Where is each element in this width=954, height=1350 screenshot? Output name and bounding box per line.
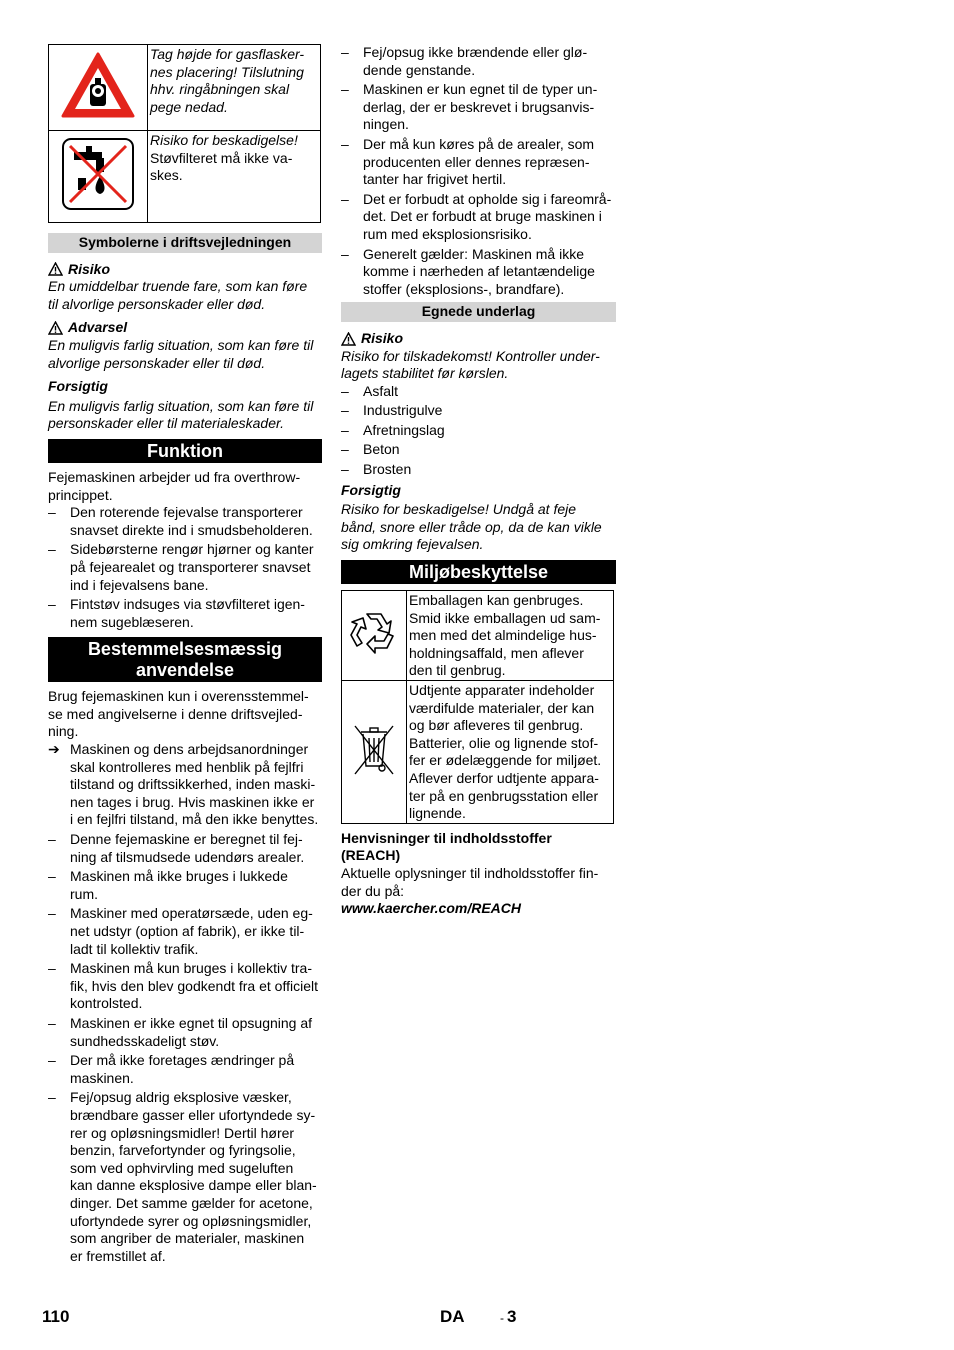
language-code: DA [440,1307,465,1326]
list-item: – Generelt gælder: Maskinen må ikke komme i nærheden af letantændelige stoffer (eksplosions-, brandfare). [341,246,616,299]
sub-page-number [500,1308,516,1328]
warning-triangle-icon [48,262,63,276]
symbol-text-line: Støvfilteret må ikke va- [150,149,293,166]
symbol-text [148,45,321,131]
reach-title: Henvisninger til indholdsstoffer (REACH) [341,829,552,864]
risiko-label [341,330,616,348]
bestemmelse-list-continued [341,44,616,298]
text-line: alvorlige personskader eller til død. [48,354,266,371]
environment-text: Emballagen kan genbruges. Smid ikke emballagen ud sam- men med det almindelige hus- holdningsaffald, men aflever den til genbrug. [407,591,614,681]
heading-line: anvendelse [135,660,235,681]
list-item: – Maskinen er kun egnet til de typer un- derlag, der er beskrevet i brugsanvis- ningen. [341,81,616,134]
page-number: 110 [42,1307,70,1326]
forsigtig-label [341,482,616,500]
forsigtig-label [48,378,322,396]
label-text: Advarsel [68,319,128,336]
advarsel-label [48,319,322,337]
warning-triangle-icon [48,321,63,335]
list-item: – Brosten [341,461,616,479]
text-line: til alvorlige personskader eller død. [48,295,266,312]
right-column [341,44,616,918]
list-item: – Den roterende fejevalse transporterer snavset direkte ind i smudsbeholderen. [48,504,322,539]
reach-link[interactable]: www.kaercher.com/REACH [341,900,521,917]
list-item: – Maskinen er ikke egnet til opsugning af sundhedsskadeligt støv. [48,1015,322,1050]
sub-page-value: 3 [507,1307,517,1326]
list-item: – Maskinen må kun bruges i kollektiv tra- fik, hvis den blev godkendt fra et officielt kontrolsted. [48,960,322,1013]
funktion-intro [48,469,322,504]
recycling-icon [342,591,407,681]
list-item: – Der må ikke foretages ændringer på maskinen. [48,1052,322,1087]
text-line: Fejemaskinen arbejder ud fra overthrow- [48,468,301,485]
arrow-right-icon: ➔ [48,741,60,758]
advarsel-text [48,337,322,372]
text-line: princippet. [48,486,113,503]
symbol-text [148,131,321,223]
label-text: Forsigtig [48,378,108,395]
left-column [48,44,322,1267]
symbol-text-line: hhv. ringåbningen skal [150,81,290,98]
environment-row [342,591,614,681]
heading-line: Bestemmelsesmæssig [87,639,283,660]
arrow-list-item: ➔ Maskinen og dens arbejdsanordninger skal kontrolleres med henblik på fejlfri tilstand og driftssikkerhed, inden maski- nen tages i brug. Hvis maskinen ikke er i en fejlfri tilstand, må den ikke benyttes. [48,741,319,828]
list-item: – Maskinen må ikke bruges i lukkede rum. [48,868,322,903]
text-line: En muligvis farlig situation, som kan føre til [48,397,314,414]
label-text: Forsigtig [341,481,401,498]
symbol-text-line: Risiko for beskadigelse! [150,132,298,148]
list-item: – Industrigulve [341,402,616,420]
list-item: – Beton [341,441,616,459]
list-item: – Fej/opsug aldrig eksplosive væsker, brændbare gasser eller ufortyndede sy- rer og opløsningsmidler! Dertil hører benzin, farvefortynder og fyringsolie, som ved ophvirvling med sugeluften kan danne eksplosive dampe eller blan- dinger. Det samme gælder for acetone, ufortyndede syrer og opløsningsmidler, som angriber de materialer, maskinen er fremstillet af. [48,1089,322,1265]
symbol-table [48,44,321,223]
text-line: En muligvis farlig situation, som kan føre til [48,336,314,353]
warning-triangle-icon [341,332,356,346]
text-line: En umiddelbar truende fare, som kan føre [48,278,308,295]
symbol-text-line: nes placering! Tilslutning [150,63,304,80]
bestemmelse-intro: Brug fejemaskinen kun i overensstemmel- se med angivelserne i denne driftsvejled- ning. [48,688,309,740]
text-line: personskader eller til materialeskader. [48,415,285,432]
list-item: – Asfalt [341,383,616,401]
no-washing-icon [49,131,148,223]
section-heading [48,637,322,682]
environment-row [342,681,614,824]
list-item: – Afretningslag [341,422,616,440]
list-item: – Fej/opsug ikke brændende eller glø- dende genstande. [341,44,616,79]
forsigtig-text: Risiko for beskadigelse! Undgå at feje bånd, snore eller tråde op, da de kan vikle sig omkring fejevalsen. [341,501,602,553]
risiko-text: Risiko for tilskadekomst! Kontroller under- lagets stabilitet før kørslen. [341,347,600,382]
section-heading: Miljøbeskyttelse [341,560,616,584]
gas-cylinder-warning-icon [49,45,148,131]
list-item: – Det er forbudt at opholde sig i fareområ- det. Det er forbudt at bruge maskinen i rum med eksplosionsrisiko. [341,191,616,244]
bestemmelse-list [48,831,322,1265]
environment-table [341,590,614,824]
label-text: Risiko [68,260,111,277]
risiko-label [48,261,322,279]
underlag-list [341,383,616,479]
symbol-row [49,45,321,131]
funktion-list [48,504,322,631]
section-heading: Symbolerne i driftsvejledningen [48,233,322,253]
symbol-text-line: skes. [150,167,183,184]
crossed-bin-icon [342,681,407,824]
environment-text: Udtjente apparater indeholder værdifulde materialer, der kan og bør afleveres til genbrug. Batterier, olie og lignende stof- fer er ødelæggende for miljøet. Aflever derfor udtjente appara- ter på en genbrugsstation eller lignende. [407,681,614,824]
reach-text: Aktuelle oplysninger til indholdsstoffer fin- der du på: [341,864,599,899]
symbol-text-line: Tag højde for gasflasker- [150,46,305,62]
list-item: – Denne fejemaskine er beregnet til fej- ning af tilsmudsede udendørs arealer. [48,831,322,866]
list-item: – Fintstøv indsuges via støvfilteret igen- nem sugeblæseren. [48,596,322,631]
label-text: Risiko [361,329,404,346]
forsigtig-text [48,398,322,433]
risiko-text [48,278,322,313]
symbol-text-line: pege nedad. [150,98,228,115]
list-item: – Maskiner med operatørsæde, uden eg- net udstyr (option af fabrik), er ikke til- ladt til kollektiv trafik. [48,905,322,958]
list-item: – Der må kun køres på de arealer, som producenten eller dennes repræsen- tanter har frigivet hertil. [341,136,616,189]
list-item: – Sidebørsterne rengør hjørner og kanter på fejearealet og transporterer snavset ind i fejevalsens bane. [48,541,322,594]
section-heading: Egnede underlag [341,302,616,322]
section-heading: Funktion [48,439,322,463]
footer-dash: - [500,1311,504,1325]
symbol-row [49,131,321,223]
